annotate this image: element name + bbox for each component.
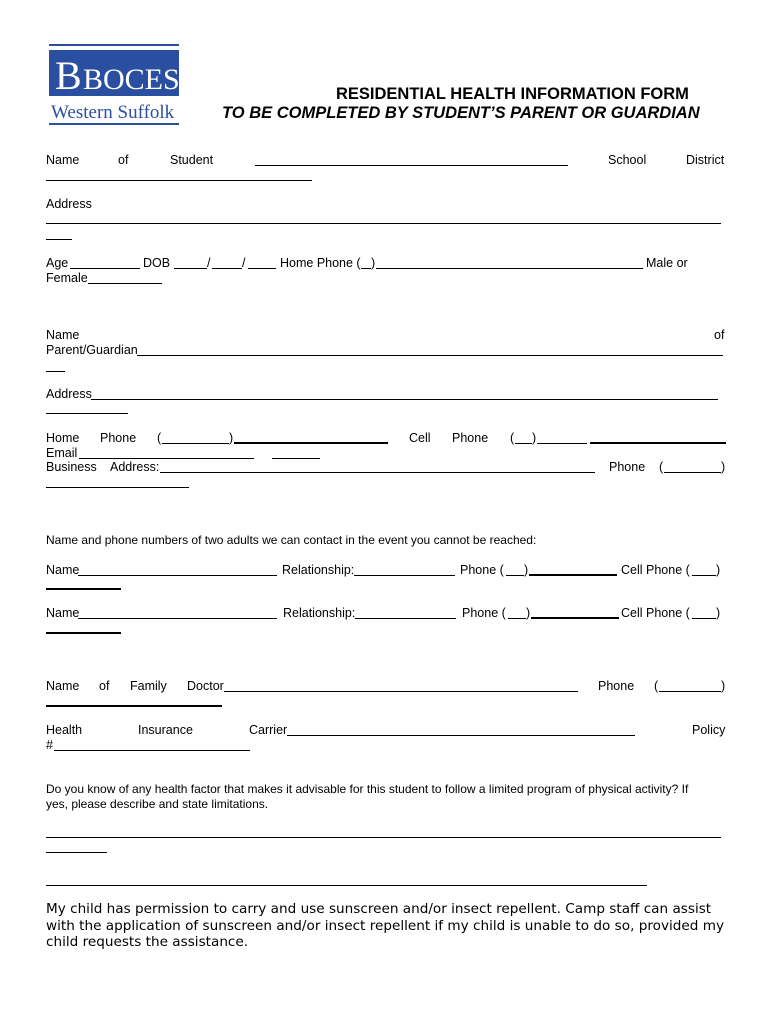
student-address-field[interactable] bbox=[46, 223, 721, 224]
doctor-phone-label: Phone bbox=[598, 679, 635, 693]
business-label: Business bbox=[46, 460, 97, 474]
paren-close: ) bbox=[371, 256, 376, 270]
contact2-cell-area-field[interactable] bbox=[692, 618, 716, 619]
dob-month-field[interactable] bbox=[174, 268, 207, 269]
question-line1: Do you know of any health factor that makes it advisable for this student to follow a limited program of physical activity? If bbox=[46, 782, 689, 796]
svg-text:B: B bbox=[55, 53, 82, 98]
contact1-name-label: Name bbox=[46, 563, 80, 577]
student-name-student: Student bbox=[170, 153, 214, 167]
insurance-label: Insurance bbox=[138, 723, 193, 737]
doctor-of-label: of bbox=[99, 679, 110, 693]
logo-subtitle: Western Suffolk bbox=[51, 102, 175, 123]
paren-close: ) bbox=[721, 679, 726, 693]
contact2-cell-field[interactable] bbox=[46, 632, 121, 634]
parent-name-of: of bbox=[714, 328, 725, 342]
parent-email-label: Email bbox=[46, 446, 78, 460]
school-district-field[interactable] bbox=[46, 180, 312, 181]
paren-close: ) bbox=[524, 563, 529, 577]
parent-home-area-field[interactable] bbox=[162, 443, 229, 444]
student-name-of: of bbox=[118, 153, 129, 167]
policy-hash: # bbox=[46, 738, 53, 752]
dob-day-field[interactable] bbox=[212, 268, 242, 269]
parent-cell-area-field[interactable] bbox=[515, 443, 532, 444]
male-or-label: Male or bbox=[646, 256, 688, 270]
contact1-relationship-label: Relationship: bbox=[282, 563, 355, 577]
contact1-phone-label: Phone ( bbox=[460, 563, 504, 577]
contact1-relationship-field[interactable] bbox=[354, 575, 455, 576]
student-address-label: Address bbox=[46, 197, 92, 211]
form-title: RESIDENTIAL HEALTH INFORMATION FORM bbox=[336, 85, 689, 103]
business-address-label: Address: bbox=[110, 460, 160, 474]
home-phone-field[interactable] bbox=[376, 268, 643, 269]
doctor-phone-field[interactable] bbox=[659, 691, 721, 692]
parent-cell-phone-field-b[interactable] bbox=[590, 442, 726, 444]
dob-year-field[interactable] bbox=[248, 268, 276, 269]
parent-home-label: Home bbox=[46, 431, 80, 445]
boces-logo-graphic bbox=[49, 44, 179, 126]
contact2-relationship-field[interactable] bbox=[355, 618, 456, 619]
paren-open: ( bbox=[510, 431, 515, 445]
parent-address-label: Address bbox=[46, 387, 92, 401]
doctor-doctor-label: Doctor bbox=[187, 679, 224, 693]
student-address-field-cont[interactable] bbox=[46, 239, 72, 240]
paren-close: ) bbox=[716, 563, 721, 577]
home-phone-area-field[interactable] bbox=[361, 268, 371, 269]
paren-open: ( bbox=[659, 460, 664, 474]
dob-separator: / bbox=[207, 256, 211, 270]
paren-close: ) bbox=[532, 431, 537, 445]
paren-close: ) bbox=[229, 431, 234, 445]
contact1-name-field[interactable] bbox=[78, 575, 277, 576]
boces-logo bbox=[49, 44, 179, 126]
doctor-field-cont[interactable] bbox=[46, 705, 222, 707]
paren-open: ( bbox=[654, 679, 659, 693]
parent-cell-phone-field-a[interactable] bbox=[537, 443, 587, 444]
parent-cell-phone-label: Phone bbox=[452, 431, 489, 445]
policy-label: Policy bbox=[692, 723, 726, 737]
age-label: Age bbox=[46, 256, 69, 270]
contact1-cell-field[interactable] bbox=[46, 588, 121, 590]
limitations-field[interactable] bbox=[46, 837, 721, 838]
gender-field[interactable] bbox=[88, 283, 162, 284]
student-name-field[interactable] bbox=[255, 165, 568, 166]
doctor-name-field[interactable] bbox=[224, 691, 578, 692]
contact2-phone-field[interactable] bbox=[531, 617, 619, 619]
contact2-relationship-label: Relationship: bbox=[283, 606, 356, 620]
home-phone-label: Home Phone ( bbox=[280, 256, 361, 270]
district-label: District bbox=[686, 153, 725, 167]
parent-address-field-cont[interactable] bbox=[46, 413, 128, 414]
parent-name-field[interactable] bbox=[137, 355, 723, 356]
parent-home-phone-field[interactable] bbox=[234, 442, 388, 444]
business-phone-label: Phone bbox=[609, 460, 646, 474]
parent-guardian-label: Parent/Guardian bbox=[46, 343, 138, 357]
logo-text: BOCES bbox=[83, 63, 179, 96]
contact2-name-label: Name bbox=[46, 606, 80, 620]
paren-close: ) bbox=[526, 606, 531, 620]
contact2-name-field[interactable] bbox=[78, 618, 277, 619]
parent-cell-label: Cell bbox=[409, 431, 431, 445]
contacts-heading: Name and phone numbers of two adults we can contact in the event you cannot be reached: bbox=[46, 533, 537, 547]
limitations-field-cont[interactable] bbox=[46, 852, 107, 853]
dob-separator: / bbox=[242, 256, 246, 270]
doctor-name-label: Name bbox=[46, 679, 80, 693]
parent-name-field-cont[interactable] bbox=[46, 371, 65, 372]
contact1-cell-label: Cell Phone ( bbox=[621, 563, 690, 577]
paren-open: ( bbox=[157, 431, 162, 445]
parent-email-field-b[interactable] bbox=[272, 458, 320, 459]
student-name-label: Name bbox=[46, 153, 80, 167]
question-line2: yes, please describe and state limitations. bbox=[46, 797, 269, 811]
carrier-label: Carrier bbox=[249, 723, 288, 737]
contact1-phone-field[interactable] bbox=[529, 574, 617, 576]
contact2-phone-label: Phone ( bbox=[462, 606, 506, 620]
business-address-field-cont[interactable] bbox=[46, 487, 189, 488]
school-label: School bbox=[608, 153, 647, 167]
parent-phone-label: Phone bbox=[100, 431, 137, 445]
carrier-field[interactable] bbox=[287, 735, 635, 736]
parent-address-field[interactable] bbox=[91, 399, 718, 400]
policy-number-field[interactable] bbox=[54, 750, 250, 751]
business-phone-field[interactable] bbox=[664, 472, 721, 473]
contact2-cell-label: Cell Phone ( bbox=[621, 606, 690, 620]
form-subtitle: TO BE COMPLETED BY STUDENT’S PARENT OR GUARDIAN bbox=[222, 104, 700, 122]
female-label: Female bbox=[46, 271, 88, 285]
business-address-field[interactable] bbox=[160, 472, 595, 473]
doctor-family-label: Family bbox=[130, 679, 167, 693]
dob-label: DOB bbox=[143, 256, 171, 270]
paren-close: ) bbox=[721, 460, 726, 474]
age-field[interactable] bbox=[70, 268, 140, 269]
parent-email-field[interactable] bbox=[79, 458, 254, 459]
contact1-phone-area-field[interactable] bbox=[506, 575, 524, 576]
paren-close: ) bbox=[716, 606, 721, 620]
parent-name-label: Name bbox=[46, 328, 80, 342]
contact1-cell-area-field[interactable] bbox=[692, 575, 716, 576]
health-label: Health bbox=[46, 723, 83, 737]
contact2-phone-area-field[interactable] bbox=[508, 618, 526, 619]
limitations-field-2[interactable] bbox=[46, 885, 647, 886]
sunscreen-permission-text: My child has permission to carry and use sunscreen and/or insect repellent. Camp staff can assist with the application of sunscreen and/or insect repellent if my child is unable to do so, provided my child requests the assistance. bbox=[46, 901, 724, 950]
